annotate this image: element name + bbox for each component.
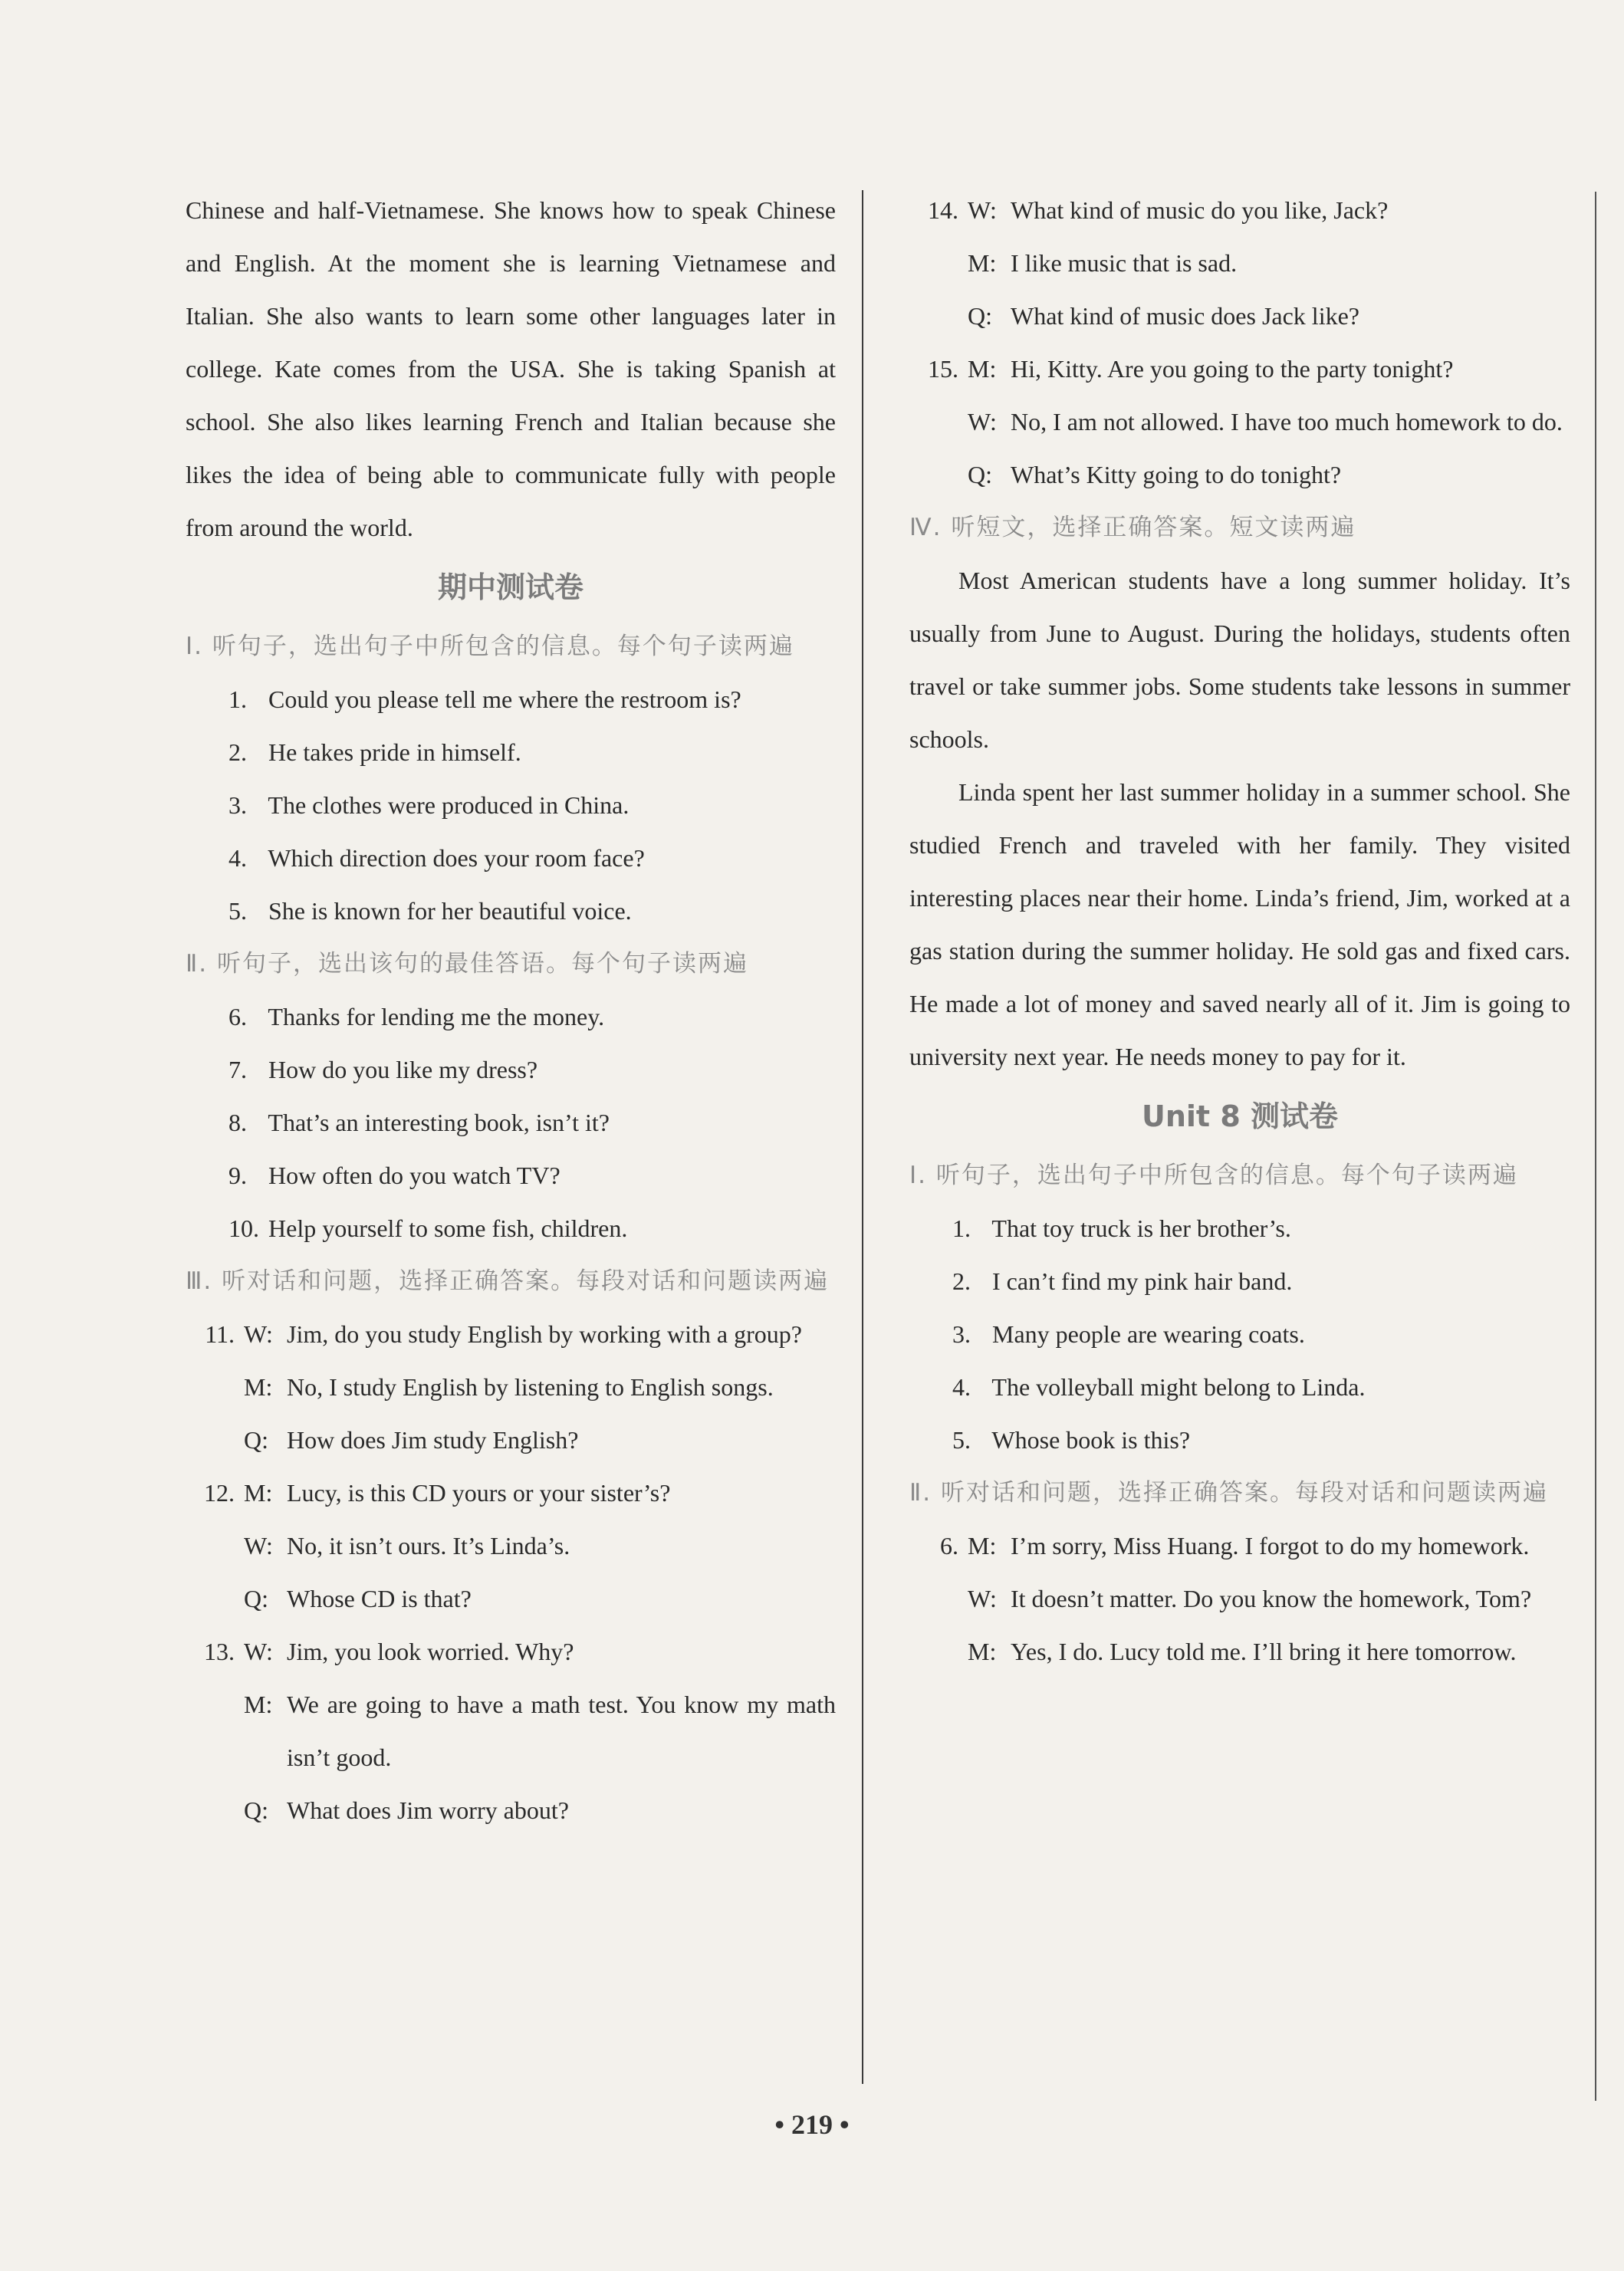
dialog-line: 15. M: Hi, Kitty. Are you going to the party tonight? (928, 355, 1454, 383)
dialog-line: 14. W: What kind of music do you like, Jack? (928, 196, 1389, 224)
passage-paragraph-1: Most American students have a long summer holiday. It’s usually from June to August. During the holidays, students often travel or take summer jobs. Some students take lessons in summer schools. (909, 567, 1570, 753)
dialog-line: Q: What kind of music does Jack like? (968, 302, 1359, 330)
list-item: 2. I can’t find my pink hair band. (952, 1267, 1293, 1295)
midterm-section-4-title: Ⅳ. 听短文，选择正确答案。短文读两遍 (909, 514, 1356, 541)
dialog-line: 11. W: Jim, do you study English by working with a group? (205, 1320, 802, 1348)
dialog-line: 12. M: Lucy, is this CD yours or your sister’s? (204, 1479, 671, 1507)
dialog-line: M: No, I study English by listening to English songs. (244, 1373, 774, 1401)
list-item: 5. Whose book is this? (952, 1426, 1191, 1454)
dialog-6 (909, 1520, 1570, 1678)
list-item: 4. The volleyball might belong to Linda. (952, 1373, 1366, 1401)
dialog-line: Q: Whose CD is that? (244, 1585, 472, 1612)
left-column (186, 184, 836, 1837)
dialog-line: 6. M: I’m sorry, Miss Huang. I forgot to do my homework. (940, 1532, 1530, 1559)
dialog-line: W: No, I am not allowed. I have too much homework to do. (968, 408, 1563, 435)
list-item: 5. She is known for her beautiful voice. (228, 897, 632, 925)
midterm-section-1-title: Ⅰ. 听句子，选出句子中所包含的信息。每个句子读两遍 (186, 633, 794, 660)
column-divider (862, 190, 863, 2084)
dialog-line: M: We are going to have a math test. You know my math isn’t good. (244, 1691, 836, 1771)
dialog-line: M: I like music that is sad. (968, 249, 1238, 277)
page-number: • 219 • (774, 2109, 850, 2140)
dialog-line: 13. W: Jim, you look worried. Why? (204, 1638, 574, 1665)
list-item: 3. Many people are wearing coats. (952, 1320, 1305, 1348)
list-item: 6. Thanks for lending me the money. (228, 1003, 605, 1030)
dialog-line: Q: What’s Kitty going to do tonight? (968, 461, 1342, 488)
list-item: 7. How do you like my dress? (228, 1056, 538, 1083)
unit8-section-1-list (909, 1202, 1570, 1467)
list-item: 4. Which direction does your room face? (228, 844, 645, 872)
dialog-line: W: No, it isn’t ours. It’s Linda’s. (244, 1532, 570, 1559)
list-item: 9. How often do you watch TV? (228, 1162, 561, 1189)
right-column (909, 184, 1570, 1678)
dialog-14 (909, 184, 1570, 343)
list-item: 3. The clothes were produced in China. (228, 791, 630, 819)
dialog-11 (186, 1308, 836, 1467)
dialog-13 (186, 1625, 836, 1837)
midterm-section-2-title: Ⅱ. 听句子，选出该句的最佳答语。每个句子读两遍 (186, 950, 748, 978)
list-item: 2. He takes pride in himself. (228, 738, 521, 766)
midterm-section-2-list (186, 991, 836, 1255)
midterm-title: 期中测试卷 (437, 570, 584, 604)
list-item: 1. Could you please tell me where the restroom is? (228, 685, 741, 713)
dialog-line: M: Yes, I do. Lucy told me. I’ll bring it here tomorrow. (968, 1638, 1517, 1665)
dialog-line: Q: What does Jim worry about? (244, 1796, 569, 1824)
midterm-section-1-list (186, 673, 836, 938)
page-edge-line (1595, 192, 1596, 2101)
intro-paragraph: Chinese and half-Vietnamese. She knows how to speak Chinese and English. At the moment she is learning Vietnamese and Italian. She also wants to learn some other languages later in college. Kate comes from the USA. She is taking Spanish at school. She also likes learning French and Italian because she likes the idea of being able to communicate fully with people from around the world. (186, 196, 836, 541)
unit8-title: Unit 8 测试卷 (1142, 1099, 1338, 1133)
unit8-section-2-title: Ⅱ. 听对话和问题，选择正确答案。每段对话和问题读两遍 (909, 1479, 1548, 1507)
dialog-line: W: It doesn’t matter. Do you know the homework, Tom? (968, 1585, 1532, 1612)
list-item: 1. That toy truck is her brother’s. (952, 1214, 1291, 1242)
list-item: 8. That’s an interesting book, isn’t it? (228, 1109, 610, 1136)
dialog-12 (186, 1467, 836, 1625)
dialog-line: Q: How does Jim study English? (244, 1426, 579, 1454)
dialog-15 (909, 343, 1570, 501)
midterm-section-3-title: Ⅲ. 听对话和问题，选择正确答案。每段对话和问题读两遍 (186, 1267, 830, 1295)
unit8-section-1-title: Ⅰ. 听句子，选出句子中所包含的信息。每个句子读两遍 (909, 1162, 1518, 1189)
passage-paragraph-2: Linda spent her last summer holiday in a summer school. She studied French and traveled with her family. They visited interesting places near their home. Linda’s friend, Jim, worked at a gas station during the summer holiday. He sold gas and fixed cars. He made a lot of money and saved nearly all of it. Jim is going to university next year. He needs money to pay for it. (909, 778, 1570, 1070)
list-item: 10. Help yourself to some fish, children. (228, 1214, 628, 1242)
